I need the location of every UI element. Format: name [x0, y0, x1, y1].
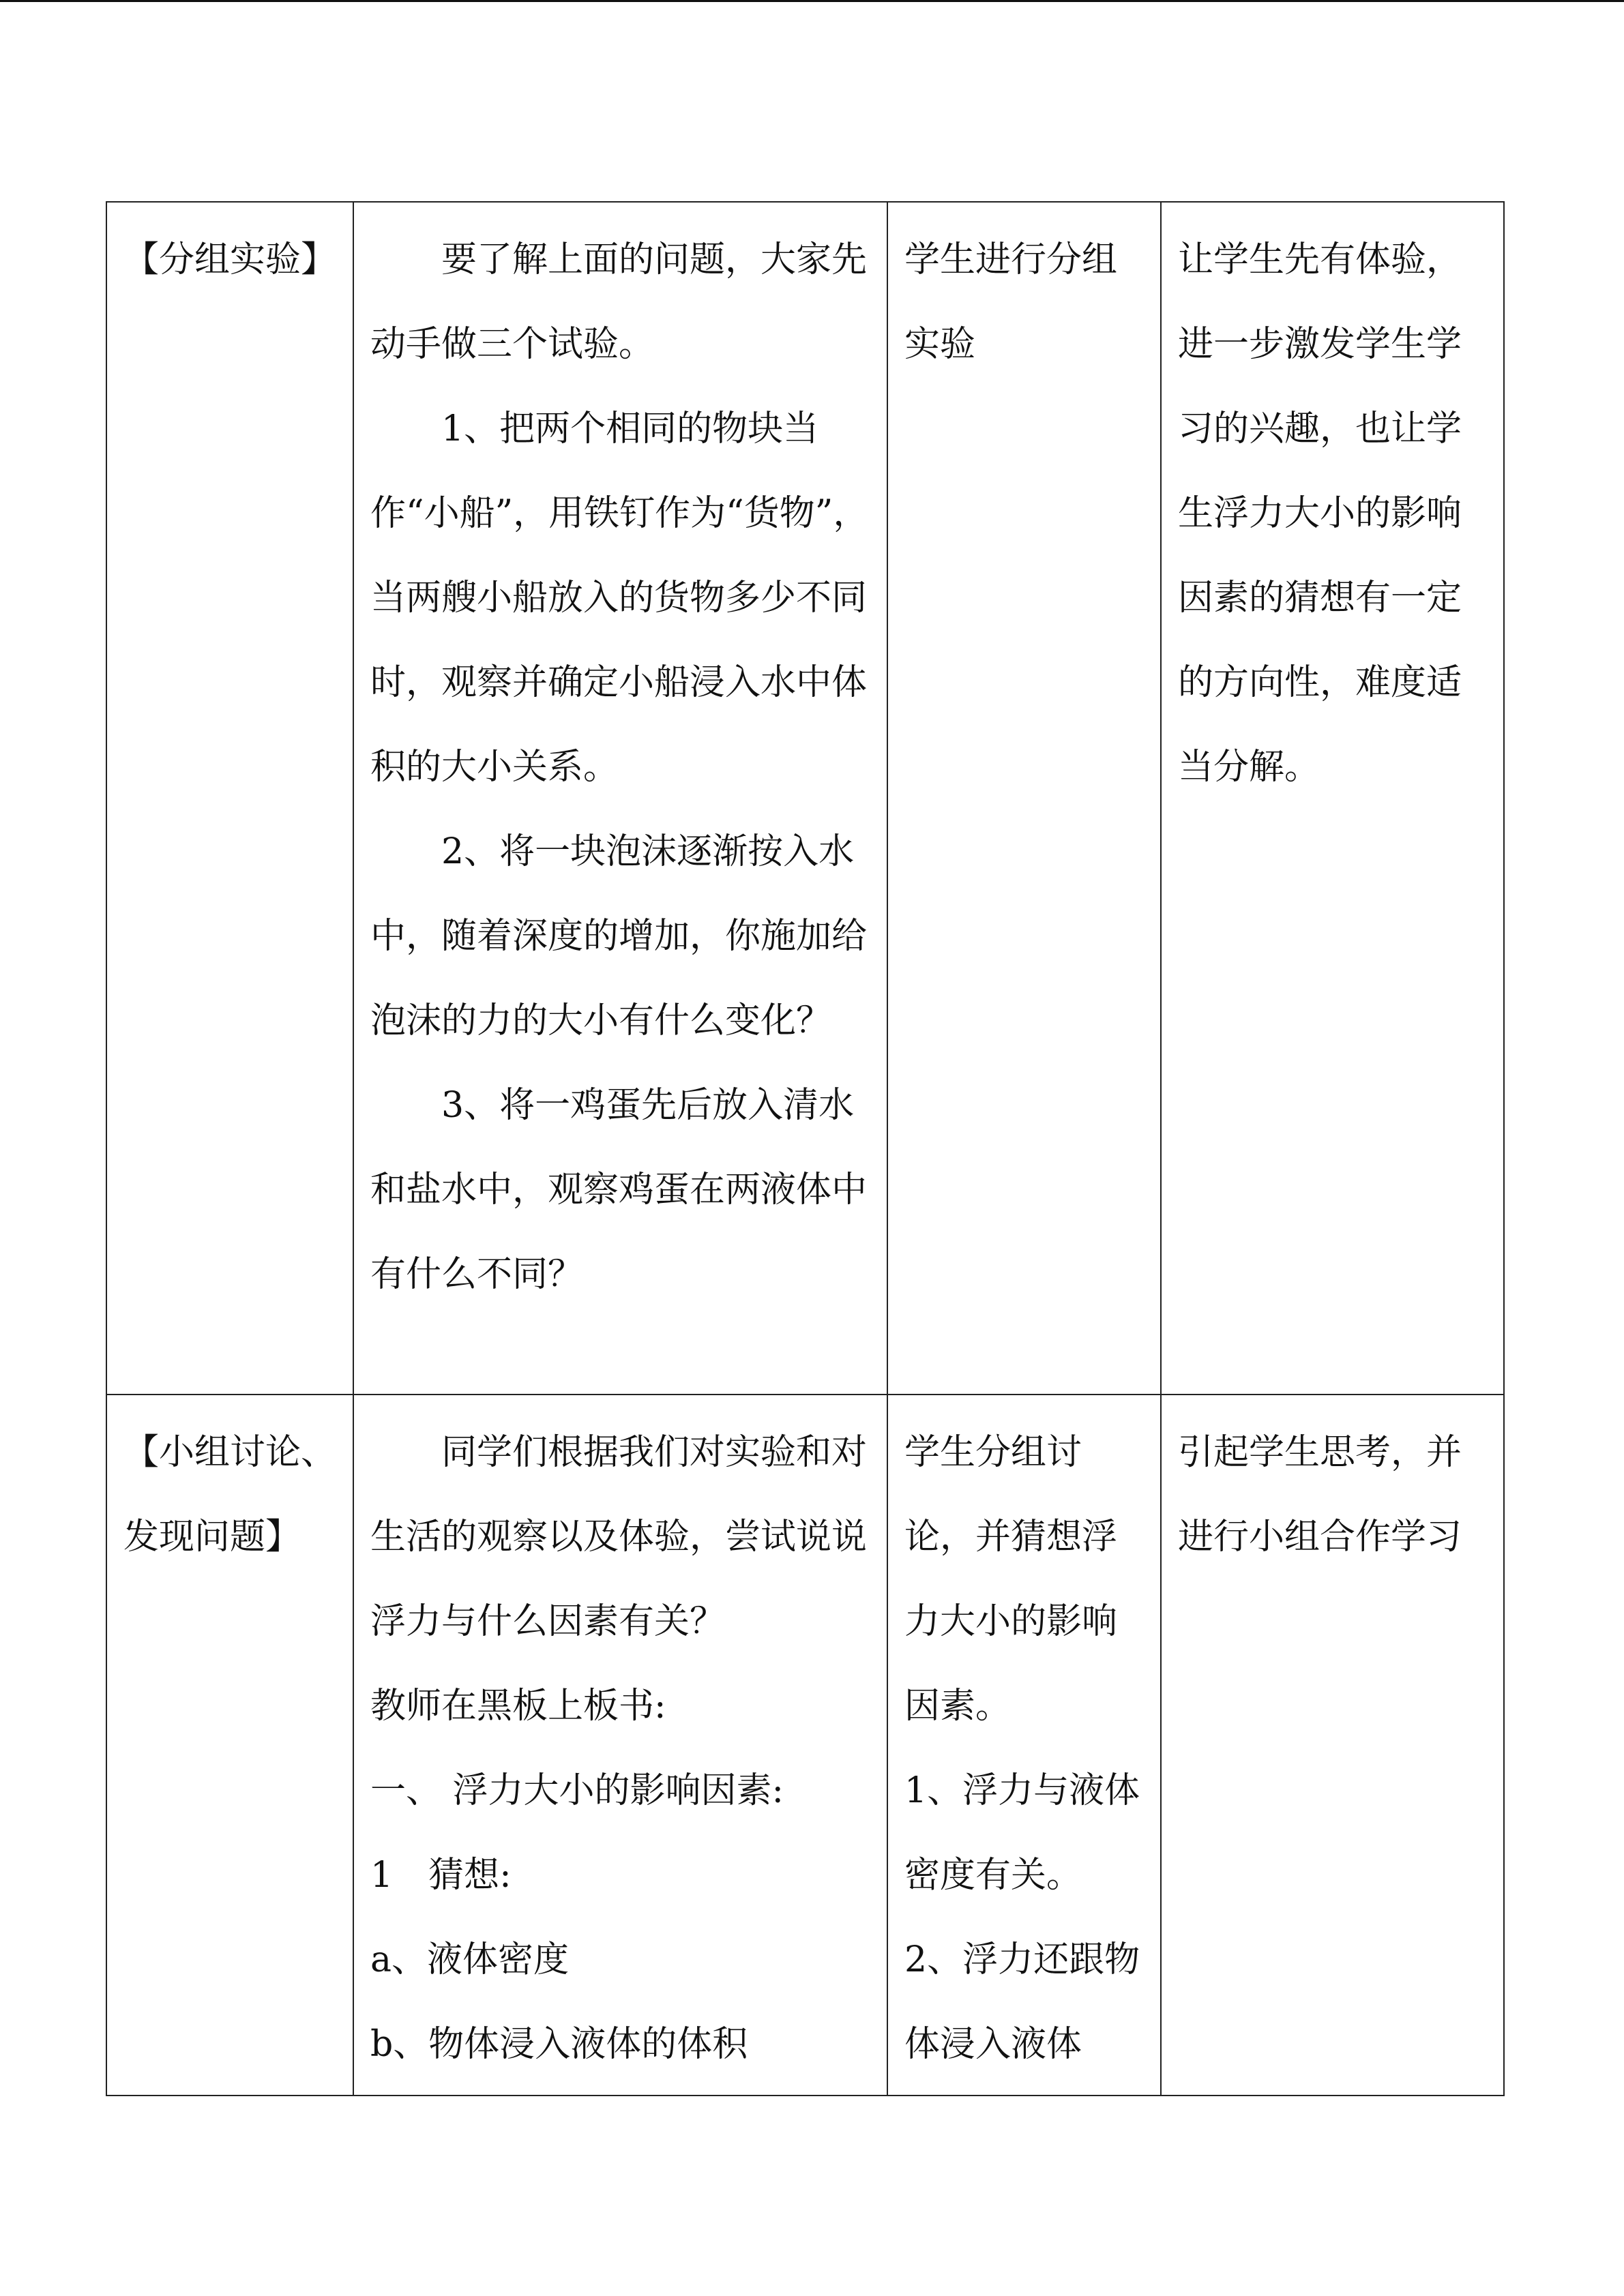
- teacher-paragraph: 要了解上面的问题，大家先动手做三个试验。: [370, 239, 868, 365]
- design-intent-cell: [1161, 1395, 1504, 2096]
- student-activity-cell: [887, 202, 1161, 1395]
- teacher-paragraph: 1、把两个相同的物块当作“小船”，用铁钉作为“货物”，当两艘小船放入的货物多少不同时，观察并确定小船浸入水中体积的大小关系。: [370, 408, 869, 788]
- page-top-border: [0, 0, 1624, 2]
- intent-paragraph: 引起学生思考，并进行小组合作学习: [1178, 1432, 1462, 1557]
- student-paragraph: 2、浮力还跟物体浸入液体: [904, 1939, 1140, 2065]
- teacher-paragraph: 教师在黑板上板书:: [370, 1686, 666, 1727]
- teacher-activity-cell: [353, 202, 887, 1395]
- teacher-paragraph: a、液体密度: [370, 1939, 570, 1980]
- teacher-activity-cell: [353, 1395, 887, 2096]
- student-paragraph: 学生分组讨论，并猜想浮力大小的影响因素。: [904, 1432, 1118, 1727]
- design-intent-cell: [1161, 202, 1504, 1395]
- teacher-paragraph: 同学们根据我们对实验和对生活的观察以及体验，尝试说说浮力与什么因素有关？: [370, 1432, 868, 1642]
- teacher-paragraph: 1 猜想:: [370, 1855, 512, 1896]
- lesson-plan-table: [106, 201, 1505, 2096]
- teacher-paragraph: 一、 浮力大小的影响因素:: [370, 1770, 784, 1811]
- student-activity-cell: [887, 1395, 1161, 2096]
- intent-paragraph: 让学生先有体验，进一步激发学生学习的兴趣，也让学生浮力大小的影响因素的猜想有一定的方向性，难度适当分解。: [1178, 239, 1462, 788]
- stage-label: 【分组实验】: [123, 239, 337, 280]
- teacher-paragraph: 3、将一鸡蛋先后放入清水和盐水中，观察鸡蛋在两液体中有什么不同？: [370, 1085, 868, 1295]
- stage-cell: [106, 202, 353, 1395]
- teacher-paragraph: 2、将一块泡沫逐渐按入水中，随着深度的增加，你施加给泡沫的力的大小有什么变化？: [370, 831, 868, 1041]
- student-paragraph: 学生进行分组实验: [904, 239, 1118, 365]
- student-paragraph: 1、浮力与液体密度有关。: [904, 1770, 1140, 1896]
- table-row: [106, 1395, 1504, 2096]
- stage-label: 【小组讨论、发现问题】: [123, 1432, 337, 1557]
- table-row: [106, 202, 1504, 1395]
- stage-cell: [106, 1395, 353, 2096]
- teacher-paragraph: b、物体浸入液体的体积: [370, 2024, 748, 2065]
